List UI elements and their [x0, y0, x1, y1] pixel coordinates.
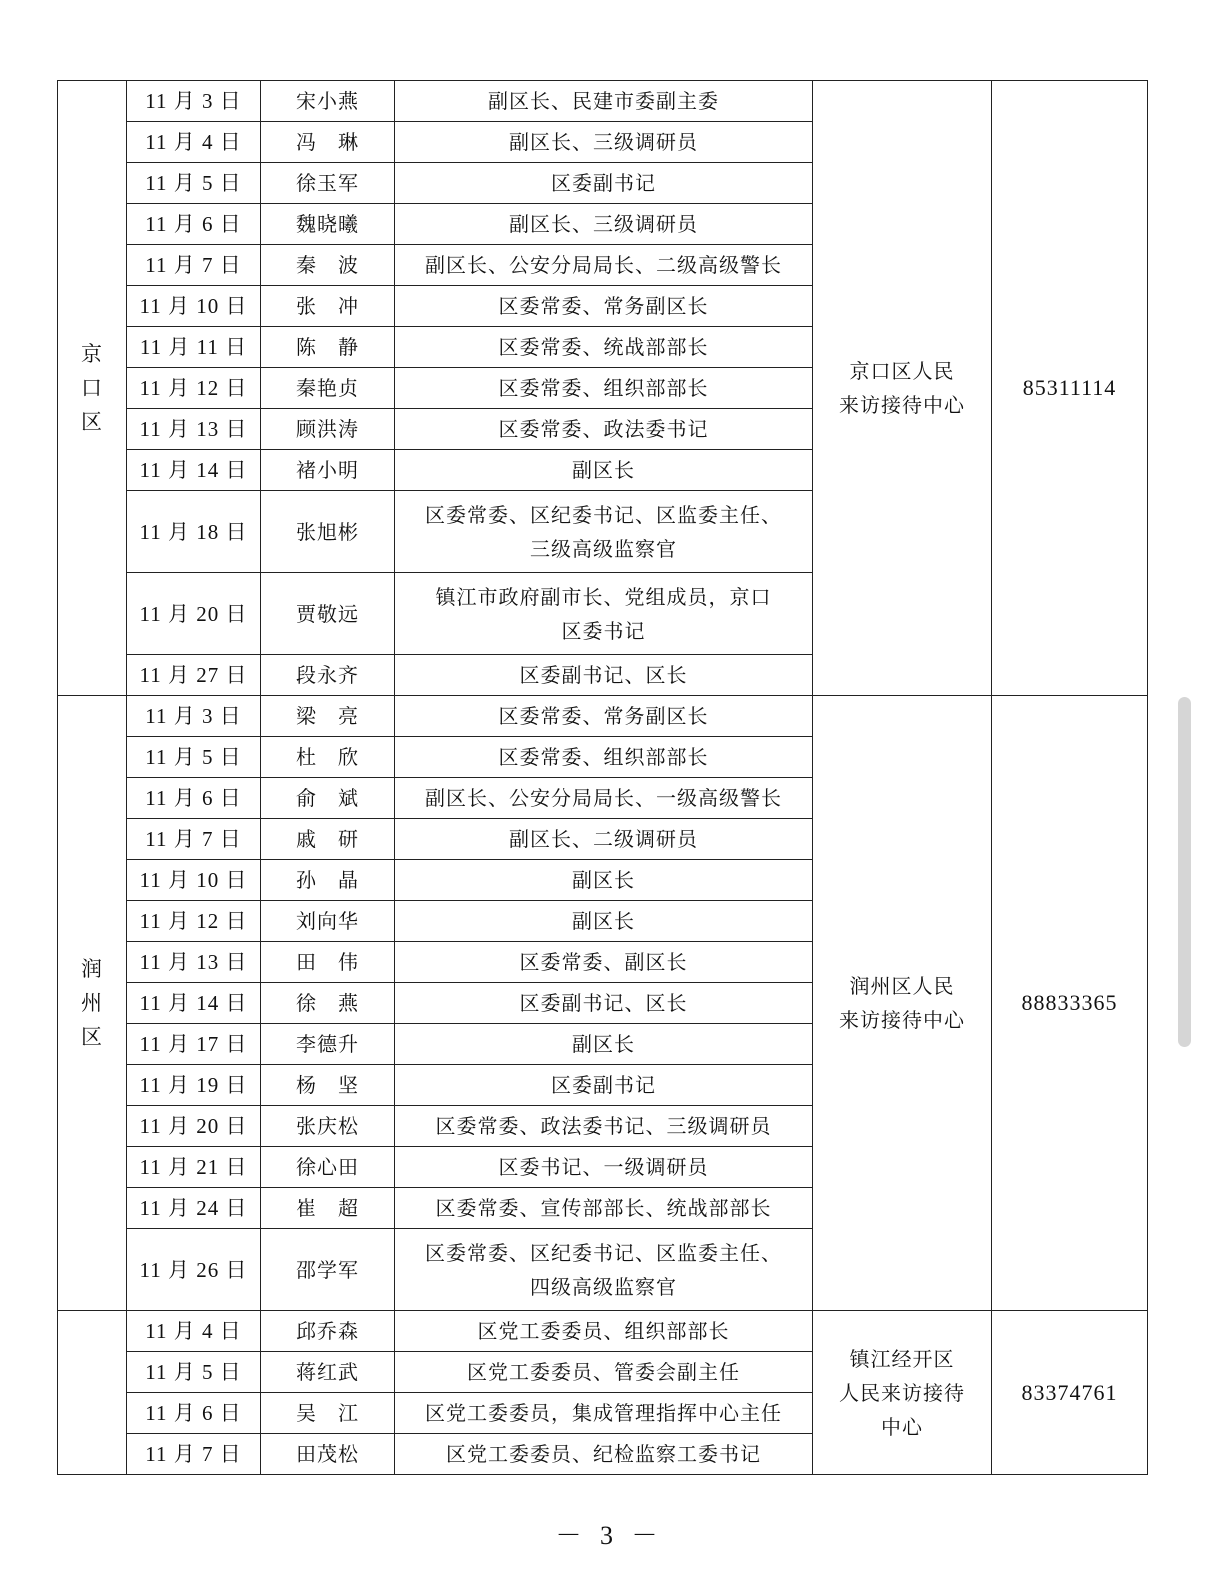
phone-cell: 83374761 — [992, 1311, 1148, 1475]
title-line: 四级高级监察官 — [530, 1274, 677, 1299]
date-cell: 11 月 6 日 — [127, 778, 261, 819]
name-cell: 吴 江 — [261, 1393, 395, 1434]
name-cell: 段永齐 — [261, 655, 395, 696]
name-cell: 魏晓曦 — [261, 204, 395, 245]
district-char: 口 — [81, 376, 103, 400]
center-line: 镇江经开区 — [849, 1346, 955, 1371]
name-cell: 张旭彬 — [261, 491, 395, 573]
title-line: 副区长、三级调研员 — [509, 130, 698, 154]
title-line: 区委常委、常务副区长 — [498, 294, 709, 318]
title-line: 区委书记 — [561, 618, 646, 643]
name-cell: 顾洪涛 — [261, 409, 395, 450]
name-cell: 徐 燕 — [261, 983, 395, 1024]
date-cell: 11 月 7 日 — [127, 819, 261, 860]
title-line: 副区长 — [572, 868, 635, 892]
date-cell: 11 月 3 日 — [127, 81, 261, 122]
title-line: 区委副书记、区长 — [519, 991, 688, 1015]
date-cell: 11 月 12 日 — [127, 901, 261, 942]
name-cell: 冯 琳 — [261, 122, 395, 163]
district-char: 区 — [81, 410, 103, 434]
date-cell: 11 月 21 日 — [127, 1147, 261, 1188]
title-cell — [395, 860, 813, 901]
title-line: 区委常委、宣传部部长、统战部部长 — [435, 1196, 772, 1220]
name-cell: 田茂松 — [261, 1434, 395, 1475]
title-cell — [395, 778, 813, 819]
title-line: 副区长、二级调研员 — [509, 827, 698, 851]
title-cell — [395, 942, 813, 983]
date-cell: 11 月 14 日 — [127, 983, 261, 1024]
title-line: 区委常委、政法委书记 — [498, 417, 709, 441]
title-cell — [395, 1065, 813, 1106]
table-row — [58, 1311, 1148, 1352]
date-cell: 11 月 11 日 — [127, 327, 261, 368]
date-cell: 11 月 17 日 — [127, 1024, 261, 1065]
title-cell — [395, 1311, 813, 1352]
name-cell: 张庆松 — [261, 1106, 395, 1147]
title-cell — [395, 1106, 813, 1147]
title-line: 镇江市政府副市长、党组成员，京口 — [435, 584, 772, 609]
date-cell: 11 月 7 日 — [127, 1434, 261, 1475]
district-char: 州 — [81, 991, 103, 1015]
district-char: 润 — [81, 957, 103, 981]
date-cell: 11 月 5 日 — [127, 737, 261, 778]
title-cell — [395, 1188, 813, 1229]
title-cell — [395, 1024, 813, 1065]
title-cell — [395, 655, 813, 696]
title-cell — [395, 204, 813, 245]
name-cell: 李德升 — [261, 1024, 395, 1065]
title-line: 副区长 — [572, 909, 635, 933]
title-line: 三级高级监察官 — [530, 536, 677, 561]
center-line: 来访接待中心 — [839, 393, 965, 417]
title-line: 副区长、公安分局局长、一级高级警长 — [425, 786, 782, 810]
center-line: 润州区人民 — [849, 974, 955, 998]
date-cell: 11 月 27 日 — [127, 655, 261, 696]
name-cell: 陈 静 — [261, 327, 395, 368]
district-char: 区 — [81, 1025, 103, 1049]
date-cell: 11 月 20 日 — [127, 1106, 261, 1147]
date-cell: 11 月 18 日 — [127, 491, 261, 573]
table-row — [58, 696, 1148, 737]
district-char: 京 — [81, 342, 103, 366]
name-cell: 田 伟 — [261, 942, 395, 983]
name-cell: 贾敬远 — [261, 573, 395, 655]
name-cell: 崔 超 — [261, 1188, 395, 1229]
name-cell: 杨 坚 — [261, 1065, 395, 1106]
title-line: 副区长、民建市委副主委 — [488, 89, 719, 113]
title-line: 区委常委、常务副区长 — [498, 704, 709, 728]
title-line: 区委书记、一级调研员 — [498, 1155, 709, 1179]
date-cell: 11 月 19 日 — [127, 1065, 261, 1106]
title-line: 区委常委、区纪委书记、区监委主任、 — [425, 1240, 782, 1265]
center-line: 来访接待中心 — [839, 1008, 965, 1032]
date-cell: 11 月 26 日 — [127, 1229, 261, 1311]
date-cell: 11 月 13 日 — [127, 942, 261, 983]
title-cell — [395, 696, 813, 737]
reception-center-cell — [813, 81, 992, 696]
title-cell — [395, 81, 813, 122]
center-line: 中心 — [881, 1414, 923, 1439]
title-line: 区委常委、政法委书记、三级调研员 — [435, 1114, 772, 1138]
title-cell — [395, 573, 813, 655]
district-cell — [58, 1311, 127, 1475]
date-cell: 11 月 10 日 — [127, 286, 261, 327]
name-cell: 张 冲 — [261, 286, 395, 327]
name-cell: 秦艳贞 — [261, 368, 395, 409]
title-line: 区党工委委员、管委会副主任 — [467, 1360, 740, 1384]
title-line: 副区长 — [572, 1032, 635, 1056]
title-line: 副区长、公安分局局长、二级高级警长 — [425, 253, 782, 277]
date-cell: 11 月 5 日 — [127, 163, 261, 204]
date-cell: 11 月 20 日 — [127, 573, 261, 655]
page-number: － 3 － — [555, 1521, 664, 1550]
table-row — [58, 81, 1148, 122]
title-line: 区委副书记 — [551, 1073, 656, 1097]
date-cell: 11 月 4 日 — [127, 122, 261, 163]
title-line: 副区长 — [572, 458, 635, 482]
title-cell — [395, 819, 813, 860]
date-cell: 11 月 12 日 — [127, 368, 261, 409]
date-cell: 11 月 24 日 — [127, 1188, 261, 1229]
name-cell: 宋小燕 — [261, 81, 395, 122]
title-line: 区委常委、副区长 — [519, 950, 688, 974]
title-cell — [395, 901, 813, 942]
title-line: 副区长、三级调研员 — [509, 212, 698, 236]
title-cell — [395, 286, 813, 327]
name-cell: 梁 亮 — [261, 696, 395, 737]
date-cell: 11 月 6 日 — [127, 204, 261, 245]
title-cell — [395, 163, 813, 204]
date-cell: 11 月 13 日 — [127, 409, 261, 450]
center-line: 京口区人民 — [849, 359, 955, 383]
title-cell — [395, 122, 813, 163]
vertical-scrollbar[interactable] — [1178, 697, 1191, 1047]
date-cell: 11 月 10 日 — [127, 860, 261, 901]
title-cell — [395, 491, 813, 573]
name-cell: 邱乔森 — [261, 1311, 395, 1352]
name-cell: 杜 欣 — [261, 737, 395, 778]
title-cell — [395, 1434, 813, 1475]
name-cell: 蒋红武 — [261, 1352, 395, 1393]
title-cell — [395, 245, 813, 286]
date-cell: 11 月 7 日 — [127, 245, 261, 286]
title-cell — [395, 409, 813, 450]
name-cell: 徐玉军 — [261, 163, 395, 204]
name-cell: 徐心田 — [261, 1147, 395, 1188]
phone-cell: 88833365 — [992, 696, 1148, 1311]
title-cell — [395, 1393, 813, 1434]
title-cell — [395, 327, 813, 368]
title-cell — [395, 983, 813, 1024]
title-cell — [395, 737, 813, 778]
date-cell: 11 月 3 日 — [127, 696, 261, 737]
title-cell — [395, 1147, 813, 1188]
phone-cell: 85311114 — [992, 81, 1148, 696]
title-cell — [395, 1352, 813, 1393]
date-cell: 11 月 14 日 — [127, 450, 261, 491]
title-line: 区委副书记、区长 — [519, 663, 688, 687]
title-cell — [395, 368, 813, 409]
title-line: 区委副书记 — [551, 171, 656, 195]
title-line: 区党工委委员、组织部部长 — [477, 1319, 730, 1343]
center-line: 人民来访接待 — [839, 1380, 965, 1405]
name-cell: 褚小明 — [261, 450, 395, 491]
reception-center-cell — [813, 696, 992, 1311]
date-cell: 11 月 6 日 — [127, 1393, 261, 1434]
title-cell — [395, 450, 813, 491]
name-cell: 戚 研 — [261, 819, 395, 860]
title-line: 区委常委、区纪委书记、区监委主任、 — [425, 502, 782, 527]
title-line: 区委常委、统战部部长 — [498, 335, 709, 359]
title-line: 区党工委委员、纪检监察工委书记 — [446, 1442, 761, 1466]
date-cell: 11 月 5 日 — [127, 1352, 261, 1393]
district-cell — [58, 81, 127, 696]
title-line: 区党工委委员，集成管理指挥中心主任 — [425, 1401, 782, 1425]
name-cell: 秦 波 — [261, 245, 395, 286]
name-cell: 刘向华 — [261, 901, 395, 942]
title-line: 区委常委、组织部部长 — [498, 745, 709, 769]
name-cell: 邵学军 — [261, 1229, 395, 1311]
district-cell — [58, 696, 127, 1311]
name-cell: 孙 晶 — [261, 860, 395, 901]
name-cell: 俞 斌 — [261, 778, 395, 819]
title-cell — [395, 1229, 813, 1311]
reception-center-cell — [813, 1311, 992, 1475]
date-cell: 11 月 4 日 — [127, 1311, 261, 1352]
reception-schedule-table — [57, 80, 1148, 1475]
title-line: 区委常委、组织部部长 — [498, 376, 709, 400]
